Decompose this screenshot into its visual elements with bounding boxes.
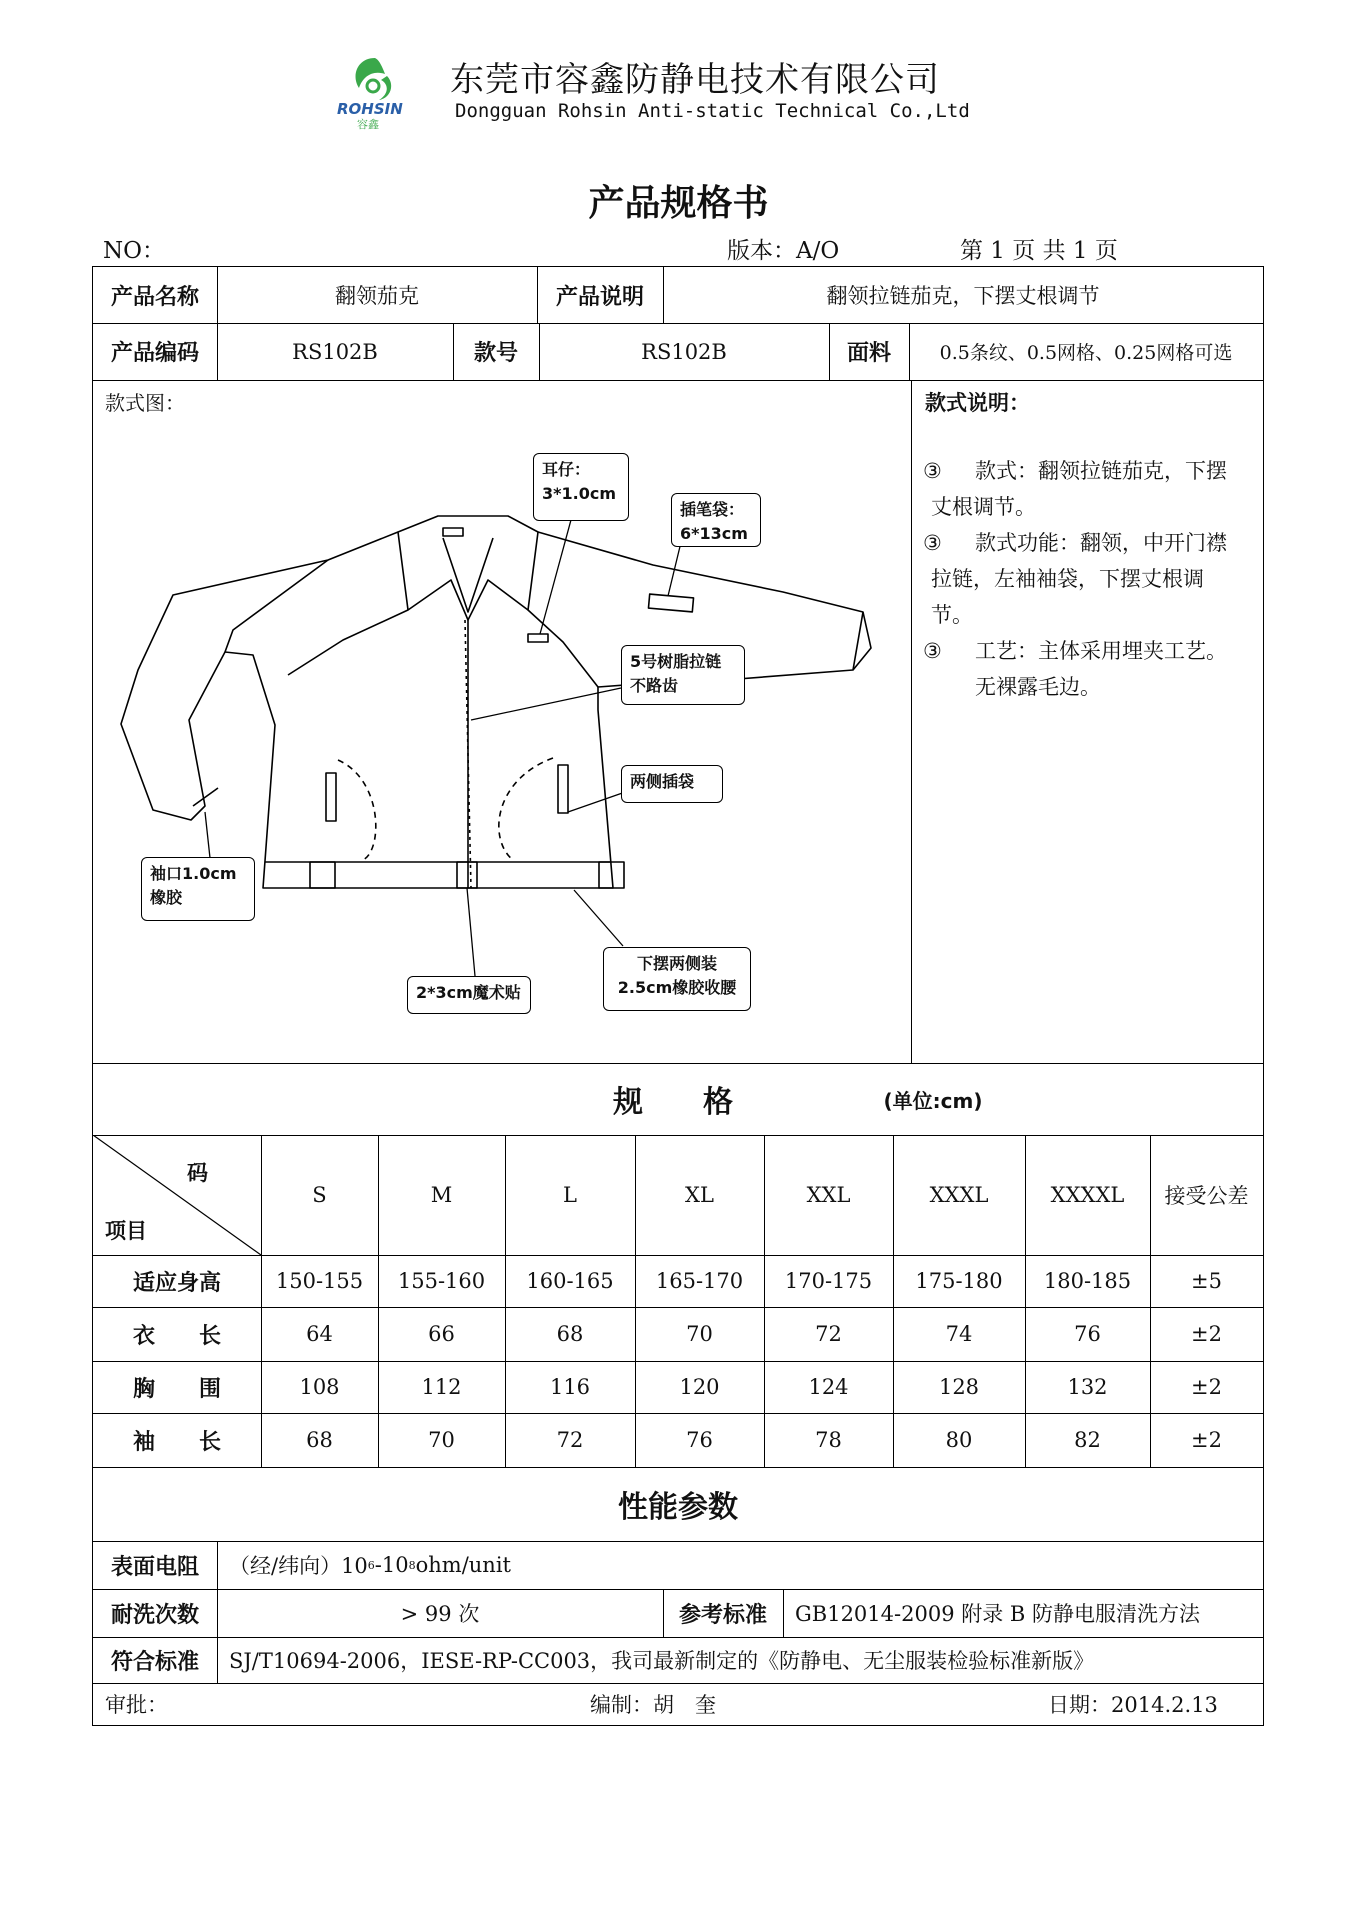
spec-cell: 180-185 <box>1043 1269 1132 1293</box>
spec-row-label: 胸 围 <box>132 1376 221 1402</box>
fabric-value: 0.5条纹、0.5网格、0.25网格可选 <box>939 342 1233 364</box>
doc-page: 第 1 页 共 1 页 <box>960 238 1118 264</box>
spec-cell: 68 <box>556 1322 584 1346</box>
spec-sheet <box>92 266 1264 1726</box>
size-header: XL <box>685 1183 714 1207</box>
spec-cell: 70 <box>428 1428 455 1452</box>
resistance-exp1: 6 <box>367 1558 375 1572</box>
callout-hem-line2: 2.5cm橡胶收腰 <box>617 978 737 997</box>
callout-pen-line2: 6*13cm <box>680 524 748 543</box>
style-figure-label: 款式图： <box>105 391 185 415</box>
spec-cell: 66 <box>428 1322 455 1346</box>
spec-cell: 78 <box>815 1428 842 1452</box>
resistance-unit: ohm/unit <box>415 1553 511 1577</box>
note-line: 款式：翻领拉链茄克，下摆 <box>975 459 1227 483</box>
spec-cell: 150-155 <box>275 1269 364 1293</box>
spec-cell: 124 <box>808 1375 849 1399</box>
spec-tolerance: ±5 <box>1191 1269 1222 1293</box>
spec-cell: 108 <box>299 1375 340 1399</box>
spec-cell: 165-170 <box>655 1269 744 1293</box>
spec-cell: 72 <box>556 1428 584 1452</box>
note-line: 工艺：主体采用埋夹工艺。 <box>975 639 1227 663</box>
callout-velcro <box>407 976 531 1014</box>
callout-hem-line1: 下摆两侧装 <box>636 954 717 973</box>
spec-title: 规 格 <box>613 1085 733 1120</box>
callout-ear-line2: 3*1.0cm <box>542 484 616 503</box>
spec-tolerance: ±2 <box>1191 1428 1222 1452</box>
logo-text: ROHSIN <box>337 100 403 118</box>
spec-tolerance: ±2 <box>1191 1375 1222 1399</box>
spec-cell: 76 <box>1074 1322 1101 1346</box>
spec-cell: 120 <box>679 1375 720 1399</box>
resistance-exp2: 8 <box>408 1558 416 1572</box>
callout-cuff-line1: 袖口1.0cm <box>150 864 237 883</box>
style-no-value: RS102B <box>641 339 727 364</box>
style-note <box>923 525 1253 561</box>
standard-value: SJ/T10694-2006，IESE-RP-CC003，我司最新制定的《防静电、无尘服装检验标准新版》 <box>229 1649 1095 1673</box>
product-desc-value: 翻领拉链茄克，下摆丈根调节 <box>826 284 1100 308</box>
size-header: XXL <box>806 1183 851 1207</box>
spec-cell: 132 <box>1067 1375 1108 1399</box>
callout-side-pockets <box>621 765 723 803</box>
style-notes <box>923 453 1253 705</box>
resistance-label: 表面电阻 <box>110 1554 199 1580</box>
resistance-prefix: （经/纬向）10 <box>229 1554 368 1578</box>
product-code-value: RS102B <box>292 339 378 364</box>
callout-pocket-line1: 两侧插袋 <box>630 772 695 791</box>
spec-cell: 155-160 <box>397 1269 486 1293</box>
callout-cuff-line2: 橡胶 <box>150 888 183 907</box>
company-name-en: Dongguan Rohsin Anti-static Technical Co.,Ltd <box>455 100 970 122</box>
style-no-label: 款号 <box>473 341 518 366</box>
document-date: 日期：2014.2.13 <box>1048 1693 1218 1717</box>
callout-ear-line1: 耳仔： <box>542 460 591 479</box>
product-desc-label: 产品说明 <box>555 284 644 310</box>
note-line: 无裸露毛边。 <box>975 675 1101 699</box>
spec-cell: 82 <box>1074 1428 1101 1452</box>
callout-hem-elastic <box>603 947 751 1011</box>
note-bullet: ③ <box>923 459 942 483</box>
item-corner-label: 项目 <box>105 1219 147 1243</box>
spec-tolerance: ±2 <box>1191 1322 1222 1346</box>
size-header: S <box>312 1183 327 1207</box>
jacket-drawing <box>93 380 911 1063</box>
company-name-cn: 东莞市容鑫防静电技术有限公司 <box>450 60 940 100</box>
note-bullet: ③ <box>923 531 942 555</box>
size-header: L <box>563 1183 577 1207</box>
spec-cell: 70 <box>686 1322 713 1346</box>
callout-cuff <box>141 857 255 921</box>
spec-row-label: 衣 长 <box>132 1323 221 1349</box>
spec-cell: 68 <box>306 1428 333 1452</box>
spec-row-label: 适应身高 <box>132 1270 221 1296</box>
callout-ear-tab <box>533 453 629 521</box>
spec-cell: 116 <box>549 1375 591 1399</box>
spec-cell: 64 <box>306 1322 333 1346</box>
fabric-label: 面料 <box>846 341 891 366</box>
tolerance-header: 接受公差 <box>1164 1184 1249 1208</box>
note-line: 款式功能：翻领，中开门襟 <box>975 531 1227 555</box>
document-title: 产品规格书 <box>588 183 769 224</box>
reference-label: 参考标准 <box>678 1602 767 1628</box>
doc-number-label: NO： <box>103 238 165 264</box>
spec-cell: 72 <box>815 1322 842 1346</box>
prepared-by: 编制：胡 奎 <box>590 1693 716 1717</box>
wash-value: > 99 次 <box>400 1602 480 1626</box>
product-code-label: 产品编码 <box>110 341 199 366</box>
style-note <box>923 453 1253 489</box>
product-name-value: 翻领茄克 <box>335 284 419 308</box>
callout-pen-pocket <box>671 493 761 547</box>
logo-subtext: 容鑫 <box>357 118 379 131</box>
spec-unit: (单位:cm) <box>883 1088 983 1113</box>
note-line: 节。 <box>931 603 973 627</box>
callout-zipper <box>621 645 745 705</box>
size-header: XXXXL <box>1050 1183 1125 1207</box>
note-bullet: ③ <box>923 639 942 663</box>
spec-cell: 128 <box>938 1375 980 1399</box>
style-note <box>923 633 1253 669</box>
performance-title: 性能参数 <box>618 1490 738 1525</box>
style-notes-title: 款式说明： <box>925 391 1030 415</box>
spec-cell: 160-165 <box>526 1269 614 1293</box>
wash-label: 耐洗次数 <box>110 1602 199 1628</box>
callout-velcro-line1: 2*3cm魔术贴 <box>416 983 521 1002</box>
spec-cell: 112 <box>421 1375 462 1399</box>
spec-cell: 74 <box>945 1322 973 1346</box>
spec-cell: 175-180 <box>915 1269 1003 1293</box>
reference-value: GB12014-2009 附录 B 防静电服清洗方法 <box>795 1602 1201 1626</box>
spec-cell: 170-175 <box>784 1269 873 1293</box>
callout-pen-line1: 插笔袋： <box>680 500 745 519</box>
spec-row-label: 袖 长 <box>132 1429 221 1455</box>
spec-cell: 76 <box>686 1428 713 1452</box>
size-header: XXXL <box>929 1183 989 1207</box>
size-header: M <box>430 1183 453 1207</box>
approval-label: 审批： <box>105 1693 168 1717</box>
size-corner-label: 码 <box>187 1161 208 1185</box>
product-name-label: 产品名称 <box>110 284 199 310</box>
doc-version: 版本：A/O <box>727 238 840 264</box>
callout-zip-line1: 5号树脂拉链 <box>630 652 722 671</box>
standard-label: 符合标准 <box>110 1649 199 1675</box>
callout-zip-line2: 不路齿 <box>630 676 679 695</box>
note-line: 丈根调节。 <box>931 495 1036 519</box>
resistance-mid: -10 <box>374 1553 409 1577</box>
spec-cell: 80 <box>945 1428 973 1452</box>
resistance-value <box>217 1541 1263 1589</box>
note-line: 拉链，左袖袖袋，下摆丈根调 <box>931 567 1204 591</box>
company-logo <box>335 50 415 130</box>
